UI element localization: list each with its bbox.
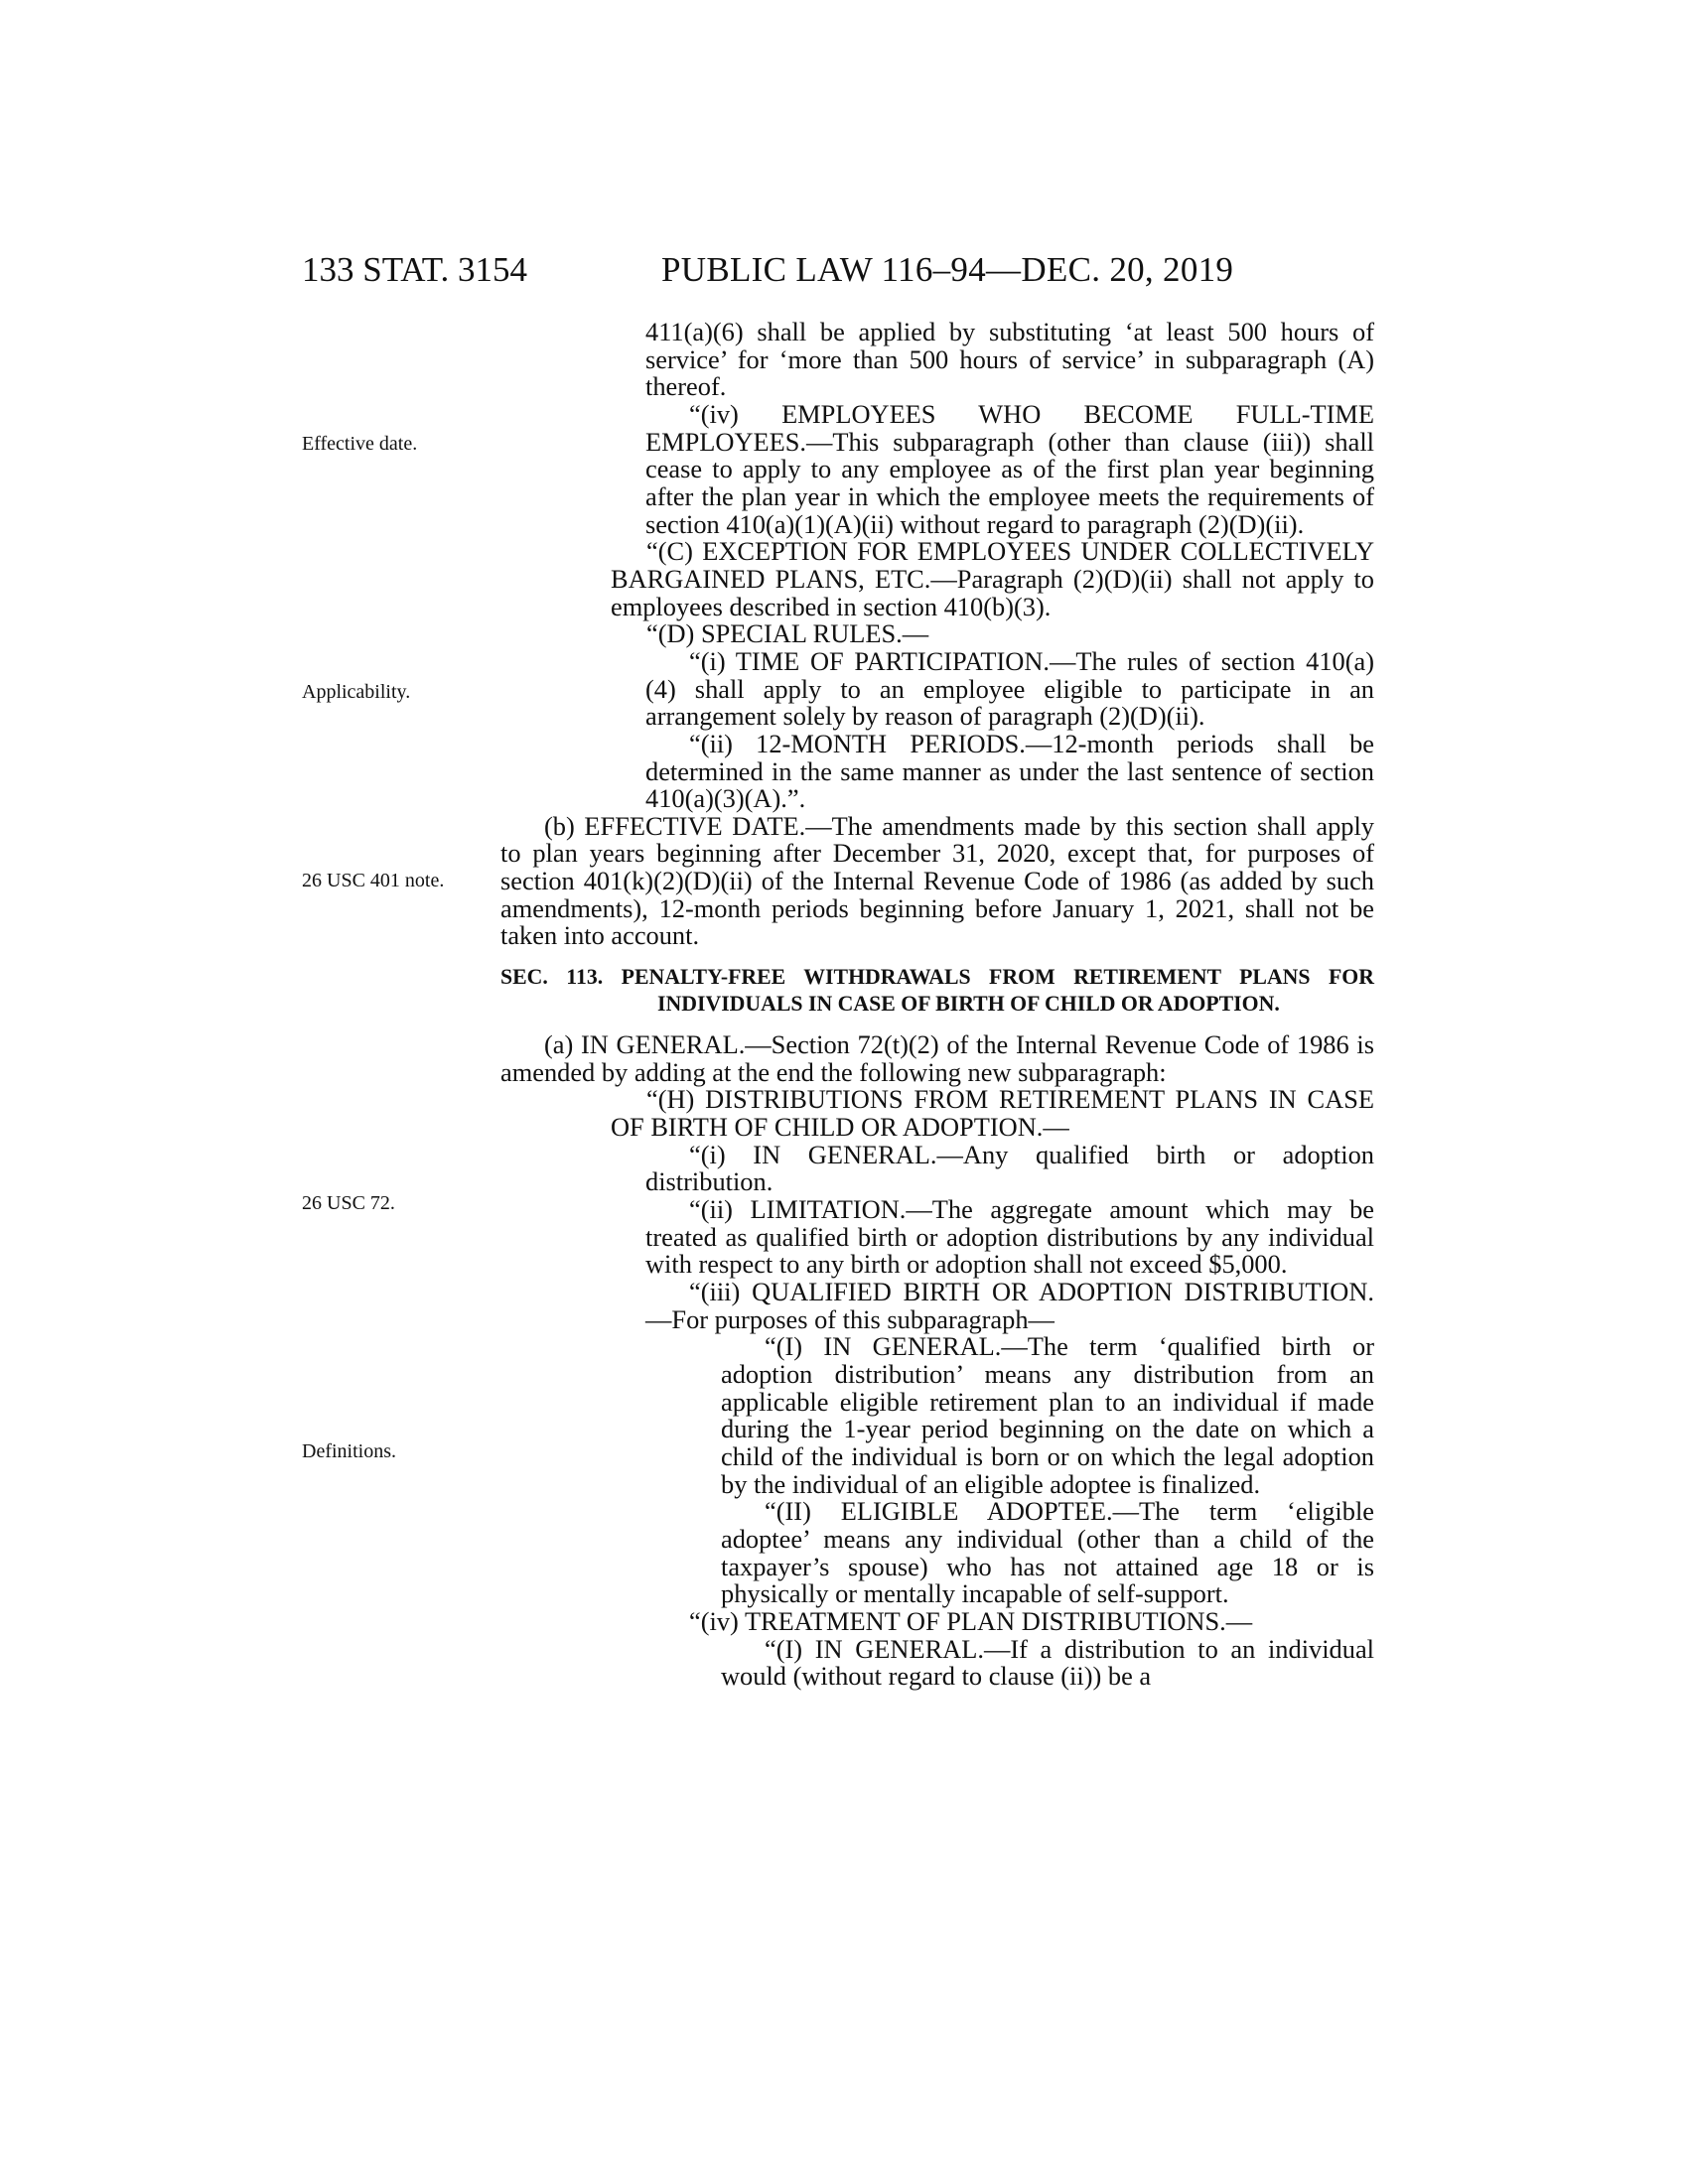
subparagraph-h-distributions: “(H) DISTRIBUTIONS FROM RETIREMENT PLANS IN CASE OF BIRTH OF CHILD OR ADOPTION.— xyxy=(611,1084,1374,1143)
clause-i-time-of-participation: “(i) TIME OF PARTICIPATION.—The rules of section 410(a)(4) shall apply to an employee eligible to participate in an arrangement solely by reason of paragraph (2)(D)(ii). xyxy=(645,645,1374,732)
section-113-heading: SEC. 113. PENALTY-FREE WITHDRAWALS FROM RETIREMENT PLANS FOR INDIVIDUALS IN CASE OF BIRTH OF CHILD OR ADOPTION. xyxy=(500,965,1374,1017)
clause-iv-full-time-employees: “(iv) EMPLOYEES WHO BECOME FULL-TIME EMPLOYEES.—This subparagraph (other than clause (iii)) shall cease to apply to any employee as of the first plan year beginning after the plan year in which the employee meets the requirements of section 410(a)(1)(A)(ii) without regard to paragraph (2)(D)(ii). xyxy=(645,398,1374,539)
margin-note-26-usc-72: 26 USC 72. xyxy=(302,1192,395,1214)
margin-note-definitions: Definitions. xyxy=(302,1440,396,1462)
page-law-title: PUBLIC LAW 116–94—DEC. 20, 2019 xyxy=(661,250,1234,289)
clause-iv-treatment-of-distributions: “(iv) TREATMENT OF PLAN DISTRIBUTIONS.— xyxy=(689,1605,1253,1636)
subclause-i-in-general-continued: “(I) IN GENERAL.—If a distribution to an individual would (without regard to clause (ii)) be a xyxy=(721,1633,1374,1692)
clause-iii-qualified-distribution: “(iii) QUALIFIED BIRTH OR ADOPTION DISTRIBUTION.—For purposes of this subparagraph— xyxy=(645,1277,1374,1334)
margin-note-effective-date: Effective date. xyxy=(302,433,418,455)
clause-ii-limitation: “(ii) LIMITATION.—The aggregate amount which may be treated as qualified birth or adoption distributions by any individual with respect to any birth or adoption shall not exceed $5,000. xyxy=(645,1194,1374,1280)
margin-note-26-usc-401-note: 26 USC 401 note. xyxy=(302,870,445,891)
subparagraph-c-collectively-bargained: “(C) EXCEPTION FOR EMPLOYEES UNDER COLLECTIVELY BARGAINED PLANS, ETC.—Paragraph (2)(D)(ii) shall not apply to employees described in section 410(b)(3). xyxy=(611,536,1374,621)
clause-i-in-general: “(i) IN GENERAL.—Any qualified birth or adoption distribution. xyxy=(645,1139,1374,1197)
margin-note-applicability: Applicability. xyxy=(302,681,411,703)
subsection-b-effective-date: (b) EFFECTIVE DATE.—The amendments made by this section shall apply to plan years beginning after December 31, 2020, except that, for purposes of section 401(k)(2)(D)(ii) of the Internal Revenue Code of 1986 (as added by such amendments), 12-month periods beginning before January 1, 2021, shall not be taken into account. xyxy=(500,810,1374,951)
clause-ii-12-month-periods: “(ii) 12-MONTH PERIODS.—12-month periods shall be determined in the same manner as under the last sentence of section 410(a)(3)(A).”. xyxy=(645,728,1374,814)
subparagraph-d-special-rules: “(D) SPECIAL RULES.— xyxy=(646,618,929,649)
statute-text-column xyxy=(500,319,1374,1691)
paragraph-411a6-substitution: 411(a)(6) shall be applied by substituting ‘at least 500 hours of service’ for ‘more than 500 hours of service’ in subparagraph (A) thereof. xyxy=(645,317,1374,402)
subsection-a-in-general: (a) IN GENERAL.—Section 72(t)(2) of the Internal Revenue Code of 1986 is amended by adding at the end the following new subparagraph: xyxy=(500,1029,1374,1087)
page-header xyxy=(0,250,1688,300)
subclause-ii-eligible-adoptee: “(II) ELIGIBLE ADOPTEE.—The term ‘eligible adoptee’ means any individual (other than a child of the taxpayer’s spouse) who has not attained age 18 or is physically or mentally incapable of self-support. xyxy=(721,1496,1374,1609)
subclause-i-in-general: “(I) IN GENERAL.—The term ‘qualified birth or adoption distribution’ means any distribution from an applicable eligible retirement plan to an individual if made during the 1-year period beginning on the date on which a child of the individual is born or on which the legal adoption by the individual of an eligible adoptee is finalized. xyxy=(721,1331,1374,1499)
page-stat-reference: 133 STAT. 3154 xyxy=(302,250,527,289)
